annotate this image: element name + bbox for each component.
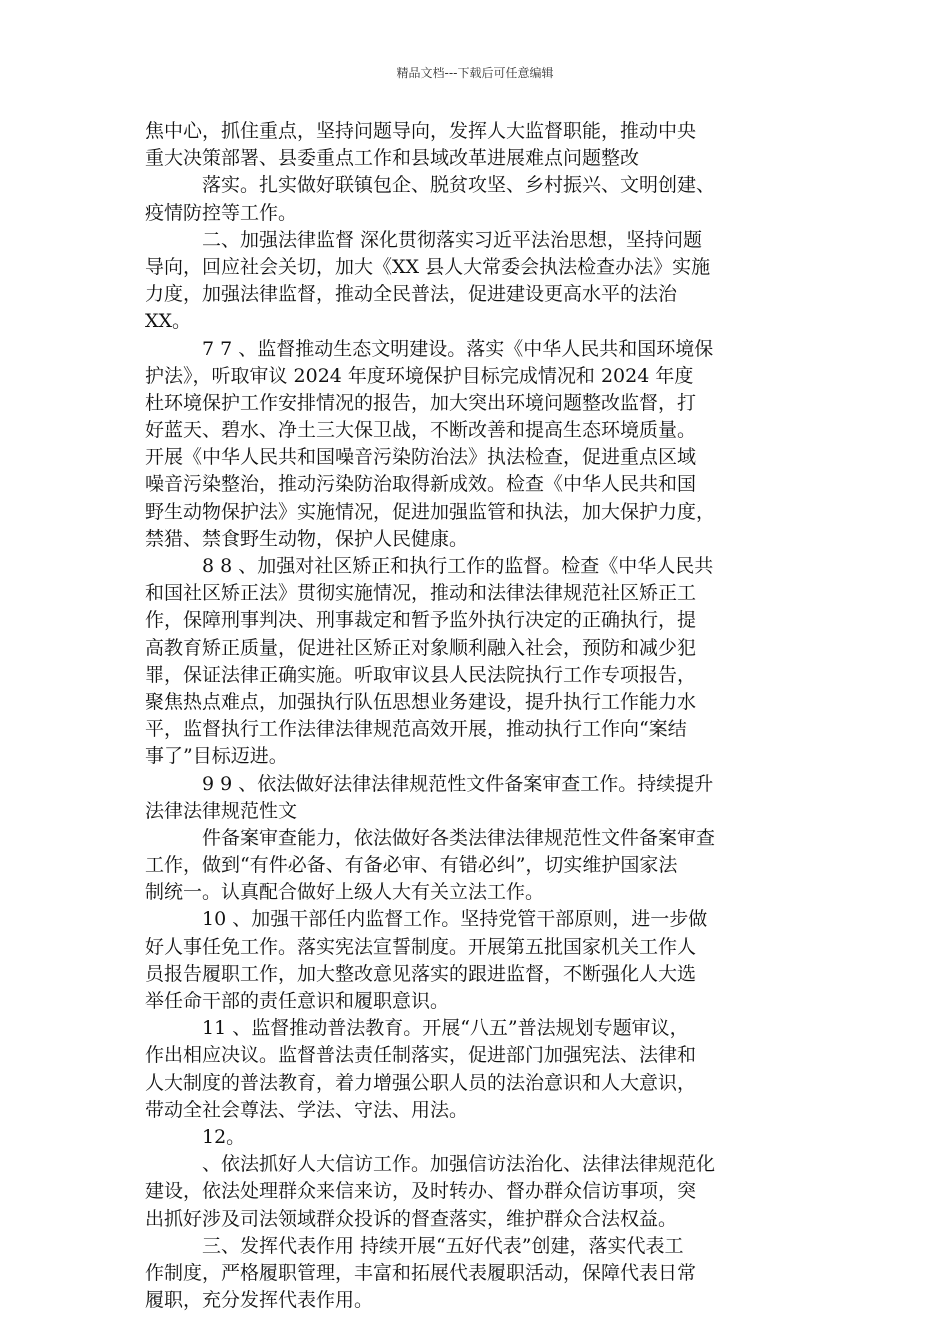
text-line: 建设，依法处理群众来信来访，及时转办、督办群众信访事项，突 xyxy=(145,1180,697,1203)
item-start-line: 10 、加强干部任内监督工作。坚持党管干部原则，进一步做 xyxy=(202,908,708,931)
item-start-line: 11 、监督推动普法教育。开展“八五”普法规划专题审议， xyxy=(202,1017,689,1040)
text-line: 作制度，严格履职管理，丰富和拓展代表履职活动，保障代表日常 xyxy=(145,1261,697,1284)
item-start-line: 7 7 、监督推动生态文明建设。落实《中华人民共和国环境保 xyxy=(202,337,714,360)
item-start-line: 8 8 、加强对社区矫正和执行工作的监督。检查《中华人民共 xyxy=(202,555,714,577)
document-body xyxy=(145,118,825,1314)
text-line: 好蓝天、碧水、净土三大保卫战，不断改善和提高生态环境质量。 xyxy=(145,419,697,442)
text-line: 导向，回应社会关切，加大《XX 县人大常委会执法检查办法》实施 xyxy=(145,255,711,278)
text-line: 禁猎、禁食野生动物，保护人民健康。 xyxy=(145,527,469,550)
text-line: 带动全社会尊法、学法、守法、用法。 xyxy=(145,1098,469,1121)
text-line: 作，保障刑事判决、刑事裁定和暂予监外执行决定的正确执行，提 xyxy=(145,609,697,632)
text-line: 、依法抓好人大信访工作。加强信访法治化、法律法律规范化 xyxy=(202,1153,716,1176)
text-line: 平，监督执行工作法律法律规范高效开展，推动执行工作向“案结 xyxy=(145,718,687,741)
text-line: 聚焦热点难点，加强执行队伍思想业务建设，提升执行工作能力水 xyxy=(145,690,697,713)
text-line: 重大决策部署、县委重点工作和县域改革进展难点问题整改 xyxy=(145,147,640,170)
text-line: 疫情防控等工作。 xyxy=(145,201,298,224)
page-header: 精品文档---下载后可任意编辑 xyxy=(396,66,554,80)
text-line: 举任命干部的责任意识和履职意识。 xyxy=(145,990,450,1012)
text-line: 噪音污染整治，推动污染防治取得新成效。检查《中华人民共和国 xyxy=(145,473,697,496)
text-line: 法律法律规范性文 xyxy=(145,799,298,822)
text-line: 制统一。认真配合做好上级人大有关立法工作。 xyxy=(145,881,545,904)
text-line: 落实。扎实做好联镇包企、脱贫攻坚、乡村振兴、文明创建、 xyxy=(202,174,716,197)
text-line: 事了”目标迈进。 xyxy=(145,745,288,768)
text-line: 野生动物保护法》实施情况，促进加强监管和执法，加大保护力度， xyxy=(145,500,716,523)
text-line: 人大制度的普法教育，着力增强公职人员的法治意识和人大意识， xyxy=(145,1071,697,1094)
text-line: 和国社区矫正法》贯彻实施情况，推动和法律法律规范社区矫正工 xyxy=(145,582,697,605)
text-line: 罪，保证法律正确实施。听取审议县人民法院执行工作专项报告， xyxy=(145,663,697,686)
text-line: 件备案审查能力，依法做好各类法律法律规范性文件备案审查 xyxy=(202,826,716,849)
text-line: 杜环境保护工作安排情况的报告，加大突出环境问题整改监督，打 xyxy=(145,391,697,414)
item-start-line: 9 9 、依法做好法律法律规范性文件备案审查工作。持续提升 xyxy=(202,772,714,795)
text-line: 工作，做到“有件必备、有备必审、有错必纠”，切实维护国家法 xyxy=(145,854,678,877)
text-line: 员报告履职工作，加大整改意见落实的跟进监督，不断强化人大选 xyxy=(145,962,697,985)
section-heading-line: 二、加强法律监督 深化贯彻落实习近平法治思想，坚持问题 xyxy=(202,228,703,251)
text-line: 履职，充分发挥代表作用。 xyxy=(145,1289,374,1312)
item-start-line: 12。 xyxy=(202,1125,246,1148)
text-line: 开展《中华人民共和国噪音污染防治法》执法检查，促进重点区域 xyxy=(145,446,697,469)
text-line: 出抓好涉及司法领域群众投诉的督查落实，维护群众合法权益。 xyxy=(145,1207,678,1230)
text-line: 作出相应决议。监督普法责任制落实，促进部门加强宪法、法律和 xyxy=(145,1044,697,1067)
section-heading-line: 三、发挥代表作用 持续开展“五好代表”创建，落实代表工 xyxy=(202,1234,684,1257)
text-line: 力度，加强法律监督，推动全民普法，促进建设更高水平的法治 xyxy=(145,283,678,306)
text-line: XX。 xyxy=(145,310,192,333)
text-line: 焦中心，抓住重点，坚持问题导向，发挥人大监督职能，推动中央 xyxy=(145,120,697,142)
text-line: 高教育矫正质量，促进社区矫正对象顺利融入社会，预防和减少犯 xyxy=(145,636,697,659)
text-line: 好人事任免工作。落实宪法宣誓制度。开展第五批国家机关工作人 xyxy=(145,935,697,958)
text-line: 护法》，听取审议 2024 年度环境保护目标完成情况和 2024 年度 xyxy=(145,364,694,387)
